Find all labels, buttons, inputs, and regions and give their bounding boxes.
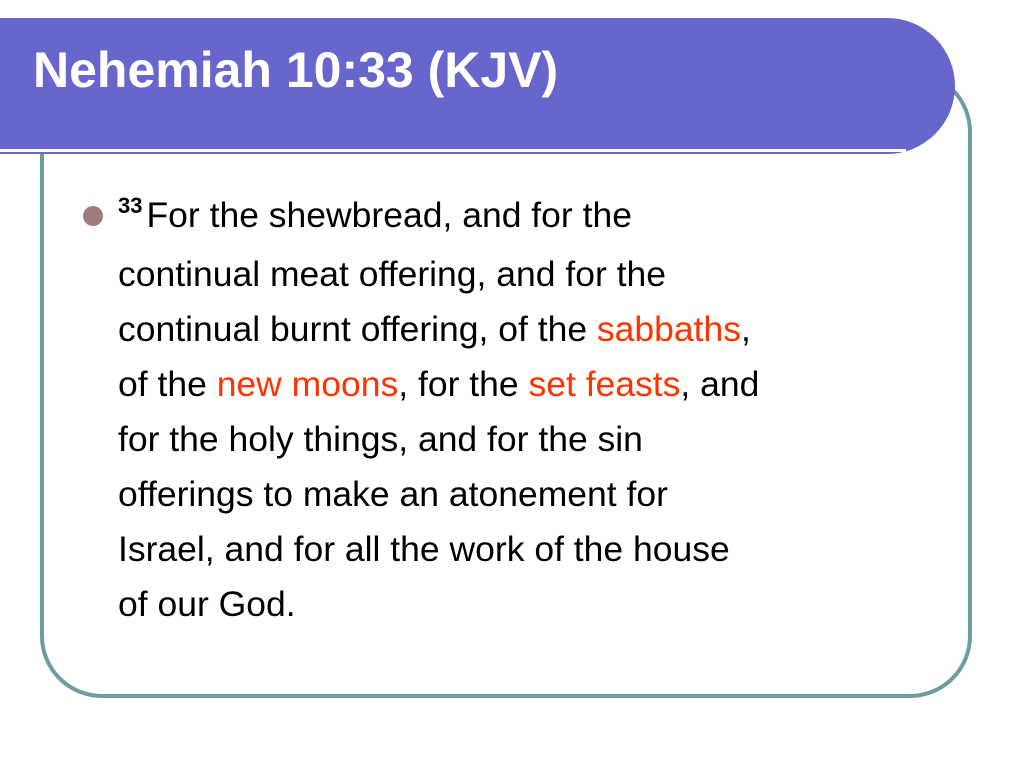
verse-segment: continual burnt offering, of the xyxy=(118,309,597,349)
highlighted-term: set feasts xyxy=(528,364,681,404)
verse-number: 33 xyxy=(118,193,143,218)
verse-segment: for the holy things, and for the sin xyxy=(118,419,643,459)
verse-segment: continual meat offering, and for the xyxy=(118,254,666,294)
verse-text xyxy=(118,188,958,632)
verse-segment: , xyxy=(741,309,751,349)
bullet-dot-icon xyxy=(83,206,103,226)
verse-segment: For the shewbread, and for the xyxy=(146,195,632,235)
highlighted-term: sabbaths xyxy=(596,309,742,349)
verse-segment: of our God. xyxy=(118,584,296,624)
verse-segment: offerings to make an atonement for xyxy=(118,474,668,514)
highlighted-term: new moons xyxy=(216,364,399,404)
verse-segment: , for the xyxy=(398,364,529,404)
verse-segment: of the xyxy=(118,364,217,404)
verse-segment: Israel, and for all the work of the house xyxy=(118,529,730,569)
slide-title: Nehemiah 10:33 (KJV) xyxy=(33,42,559,98)
verse-segment: , and xyxy=(680,364,760,404)
title-underline xyxy=(0,149,906,152)
